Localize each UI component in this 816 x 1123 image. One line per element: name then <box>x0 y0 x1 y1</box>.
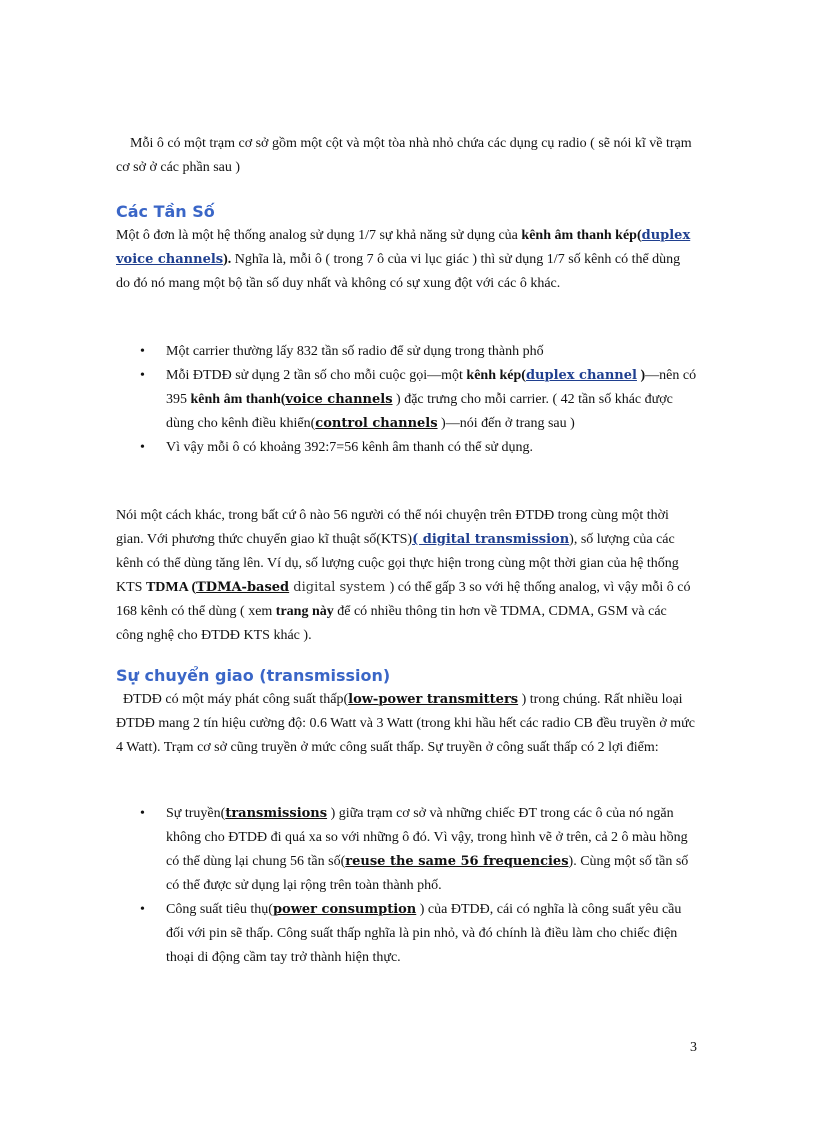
bold-term: ) <box>636 368 646 383</box>
duplex-voice-channels-link[interactable]: duplex voice channels <box>116 228 691 267</box>
duplex-channel-link[interactable]: duplex channel <box>525 368 637 383</box>
text: )—nói đến ở trang sau ) <box>437 416 575 431</box>
frequencies-paragraph-2 <box>116 504 696 648</box>
text: ), số lượng của các kênh có thể dùng tăng lên. Ví dụ, số lượng cuộc gọi thực hiện trong cùng một thời gian của hệ thống KTS <box>116 532 679 595</box>
voice-channels-link[interactable]: voice channels <box>285 392 393 407</box>
text: ). Cùng một số tần số có thể được sử dụng lại rộng trên toàn thành phố. <box>166 854 689 893</box>
transmissions-link[interactable]: transmissions <box>225 806 328 821</box>
power-consumption-link[interactable]: power consumption <box>272 902 417 917</box>
text: ) giữa trạm cơ sở và những chiếc ĐT trong các ô của nó ngăn không cho ĐTDĐ đi quá xa so với những ô đó. Vì vậy, trong hình vẽ ở trên, cả 2 ô màu hồng có thể dùng lại chung 56 tần số( <box>166 806 688 869</box>
text: ) đặc trưng cho mỗi carrier. ( 42 tần số khác được dùng cho kênh điều khiển( <box>166 392 673 431</box>
text: Nói một cách khác, trong bất cứ ô nào 56 người có thể nói chuyện trên ĐTDĐ trong cùng một thời gian. Với phương thức chuyển giao kĩ thuật số(KTS) <box>116 508 669 547</box>
text: Công suất tiêu thụ( <box>166 902 273 917</box>
bold-term: kênh âm thanh kép( <box>521 228 642 243</box>
bold-term: trang này <box>275 604 334 619</box>
bullet-icon: • <box>140 368 145 383</box>
list-item <box>140 802 700 898</box>
text: Vì vậy mỗi ô có khoảng 392:7=56 kênh âm thanh có thể sử dụng. <box>166 440 533 455</box>
section-title-frequencies: Các Tần Số <box>116 202 215 221</box>
bold-term: TDMA ( <box>145 580 197 595</box>
text: ) trong chúng. Rất nhiều loại ĐTDĐ mang 2 tín hiệu cường độ: 0.6 Watt và 3 Watt (trong khi hầu hết các radio CB đều truyền ở mức 4 Watt). Trạm cơ sở cũng truyền ở mức công suất thấp. Sự truyền ở công suất thấp có 2 lợi điểm: <box>116 692 695 755</box>
section-title-transmission: Sự chuyển giao (transmission) <box>116 666 391 685</box>
bold-term: ). <box>223 252 235 267</box>
list-item <box>140 898 700 970</box>
list-item <box>140 340 700 364</box>
transmission-paragraph-1 <box>116 688 696 760</box>
text: Nghĩa là, mỗi ô ( trong 7 ô của vi lục giác ) thì sử dụng 1/7 số kênh có thể dùng do đó nó mang một bộ tần số duy nhất và không có sự xung đột với các ô khác. <box>116 252 681 291</box>
bold-term: kênh kép( <box>466 368 526 383</box>
tdma-based-link[interactable]: TDMA-based <box>196 580 290 595</box>
bullet-icon: • <box>140 806 145 821</box>
page-number: 3 <box>690 1040 697 1055</box>
intro-text: Mỗi ô có một trạm cơ sở gồm một cột và một tòa nhà nhỏ chứa các dụng cụ radio ( sẽ nói kĩ về trạm cơ sở ở các phần sau ) <box>116 136 692 175</box>
control-channels-link[interactable]: control channels <box>315 416 438 431</box>
text: Sự truyền( <box>166 806 226 821</box>
digital-system-text: digital system <box>289 580 390 595</box>
text: Một ô đơn là một hệ thống analog sử dụng 1/7 sự khả năng sử dụng của <box>116 228 522 243</box>
low-power-transmitters-link[interactable]: low-power transmitters <box>348 692 519 707</box>
transmission-bullet-list <box>140 802 700 970</box>
bullet-icon: • <box>140 440 145 455</box>
list-item <box>140 436 700 460</box>
text: ) có thể gấp 3 so với hệ thống analog, vì vậy mỗi ô có 168 kênh có thể dùng ( xem <box>116 580 691 619</box>
bullet-icon: • <box>140 344 145 359</box>
text: —nên có 395 <box>166 368 697 407</box>
intro-paragraph <box>116 132 696 180</box>
bold-term: kênh âm thanh( <box>190 392 286 407</box>
text: để có nhiều thông tin hơn về TDMA, CDMA, GSM và các công nghệ cho ĐTDĐ KTS khác ). <box>116 604 667 643</box>
text: Mỗi ĐTDĐ sử dụng 2 tần số cho mỗi cuộc gọi—một <box>166 368 467 383</box>
text: Một carrier thường lấy 832 tần số radio để sử dụng trong thành phố <box>166 344 544 359</box>
reuse-frequencies-link[interactable]: reuse the same 56 frequencies <box>345 854 569 869</box>
frequencies-bullet-list <box>140 340 700 460</box>
digital-transmission-link[interactable]: ( digital transmission <box>412 532 570 547</box>
frequencies-paragraph-1 <box>116 224 696 296</box>
text: ) của ĐTDĐ, cái có nghĩa là công suất yêu cầu đối với pin sẽ thấp. Công suất thấp nghĩa là pin nhỏ, và đó chính là điều làm cho chiếc điện thoại di động cầm tay trở thành hiện thực. <box>166 902 682 965</box>
text: ĐTDĐ có một máy phát công suất thấp( <box>123 692 349 707</box>
list-item <box>140 364 700 436</box>
bullet-icon: • <box>140 902 145 917</box>
